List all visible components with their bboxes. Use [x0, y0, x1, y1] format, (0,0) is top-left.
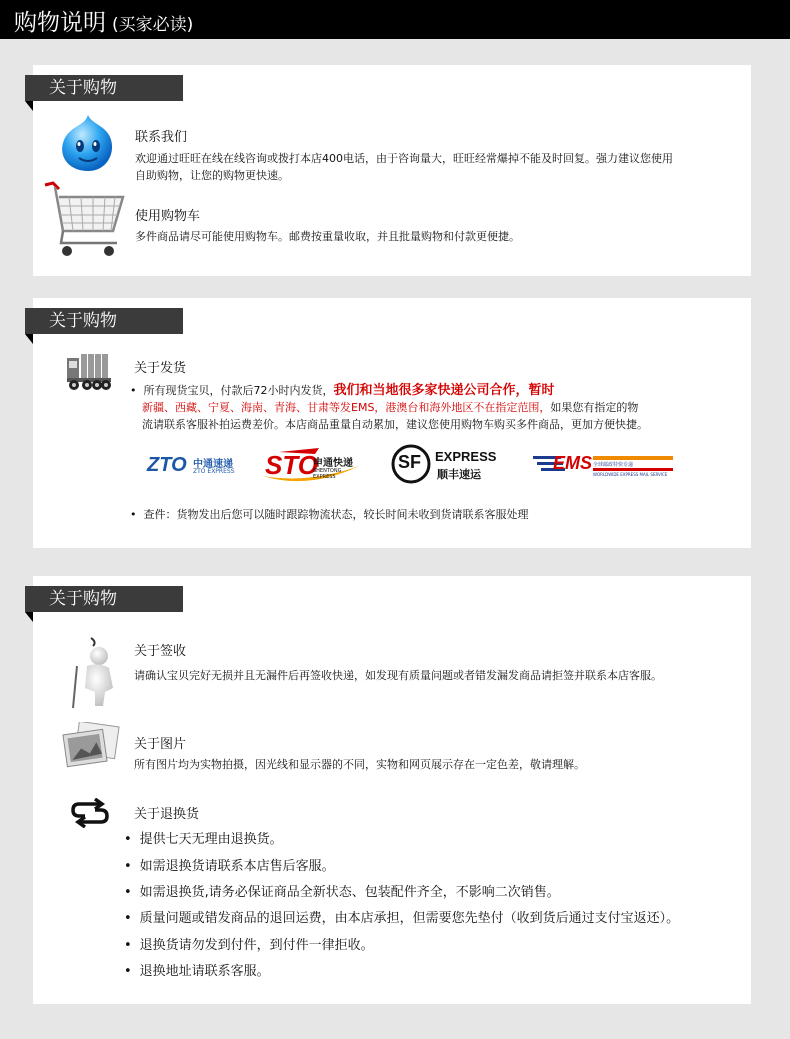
- section-tag: 关于购物: [25, 75, 183, 101]
- sf-logo: [391, 444, 501, 484]
- shipping-para-1: [130, 382, 555, 399]
- returns-title: 关于退换货: [134, 807, 200, 822]
- zto-logo: [147, 454, 247, 482]
- sto-en: SHENTONG EXPRESS: [313, 468, 342, 480]
- section-tag: 关于购物: [25, 586, 183, 612]
- cart-text: 多件商品请尽可能使用购物车。邮费按重量收取，并且批量购物和付款更便捷。: [135, 230, 520, 243]
- shipping-p2-black: 如果您有指定的物: [550, 401, 639, 414]
- sf-cn: 顺丰速运: [437, 468, 481, 481]
- shipping-para-3: 流请联系客服补拍运费差价。本店商品重量自动累加，建议您使用购物车购买多件商品，更加方便快捷。: [142, 418, 648, 431]
- header-bar: [0, 0, 790, 39]
- shipping-para-2: [142, 399, 638, 416]
- returns-bullet-2: • 如需退换货请联系本店售后客服。: [124, 855, 335, 874]
- shipping-p1-black: 所有现货宝贝，付款后72小时内发货，: [143, 384, 334, 397]
- photo-icon: [61, 722, 121, 772]
- sto-cn: 申通快递: [313, 458, 353, 469]
- returns-bullet-1: • 提供七天无理由退换货。: [124, 828, 283, 847]
- bullet-dot: •: [130, 508, 144, 521]
- section-shipping: [33, 298, 751, 548]
- ems-logo: [533, 452, 673, 478]
- photo-text: 所有图片均为实物拍摄，因光线和显示器的不同，实物和网页展示存在一定色差，敬请理解。: [134, 758, 585, 771]
- section-tag: 关于购物: [25, 308, 183, 334]
- ems-mark: EMS: [553, 453, 593, 473]
- returns-bullet-6: • 退换地址请联系客服。: [124, 960, 270, 979]
- signing-figure-icon: [69, 636, 125, 710]
- section-contact: [33, 65, 751, 276]
- page-title: 购物说明 (买家必读): [14, 10, 194, 36]
- zto-en: ZTO EXPRESS: [193, 468, 235, 475]
- returns-bullet-3: • 如需退换货,请务必保证商品全新状态、包装配件齐全，不影响二次销售。: [124, 881, 560, 900]
- shopping-cart-icon: [43, 181, 127, 261]
- contact-title: 联系我们: [135, 130, 188, 145]
- page-subtitle: (买家必读): [112, 15, 194, 35]
- wangwang-icon: [57, 113, 119, 175]
- zto-cn: 中通速递: [193, 459, 233, 470]
- zto-mark: ZTO: [147, 454, 187, 476]
- sto-logo: [259, 446, 363, 486]
- query-text: 查件：货物发出后您可以随时跟踪物流状态，较长时间未收到货请联系客服处理: [143, 508, 529, 521]
- sign-text: 请确认宝贝完好无损并且无漏件后再签收快递，如发现有质量问题或者错发漏发商品请拒签并联系本店客服。: [134, 669, 662, 682]
- returns-bullet-4: • 质量问题或错发商品的退回运费，由本店承担，但需要您先垫付（收到货后通过支付宝返还）。: [124, 907, 679, 926]
- shipping-p2-red: 新疆、西藏、宁夏、海南、青海、甘肃等发EMS，港澳台和海外地区不在指定范围，: [142, 401, 551, 414]
- photo-title: 关于图片: [134, 737, 187, 752]
- sf-en: EXPRESS: [435, 449, 497, 464]
- shipping-p1-red: 我们和当地很多家快递公司合作，暂时: [333, 383, 555, 398]
- contact-text-1: 欢迎通过旺旺在线在线咨询或拨打本店400电话，由于咨询量大，旺旺经常爆掉不能及时回复。强力建议您使用: [135, 152, 673, 165]
- contact-text-2: 自助购物，让您的购物更快速。: [135, 169, 289, 182]
- returns-bullet-5: • 退换货请勿发到付件，到付件一律拒收。: [124, 934, 374, 953]
- sto-mark: STO: [265, 450, 318, 480]
- section-after-sales: [33, 576, 751, 1004]
- sign-title: 关于签收: [134, 644, 187, 659]
- truck-icon: [65, 354, 113, 392]
- bullet-dot: •: [130, 384, 144, 397]
- query-line: [130, 506, 528, 523]
- exchange-icon: [71, 798, 109, 828]
- sf-mark: SF: [398, 452, 422, 472]
- shipping-title: 关于发货: [134, 361, 187, 376]
- ems-sub: 全球邮政特快专递: [593, 462, 634, 468]
- ems-en: WORLDWIDE EXPRESS MAIL SERVICE: [593, 472, 668, 477]
- cart-title: 使用购物车: [135, 209, 201, 224]
